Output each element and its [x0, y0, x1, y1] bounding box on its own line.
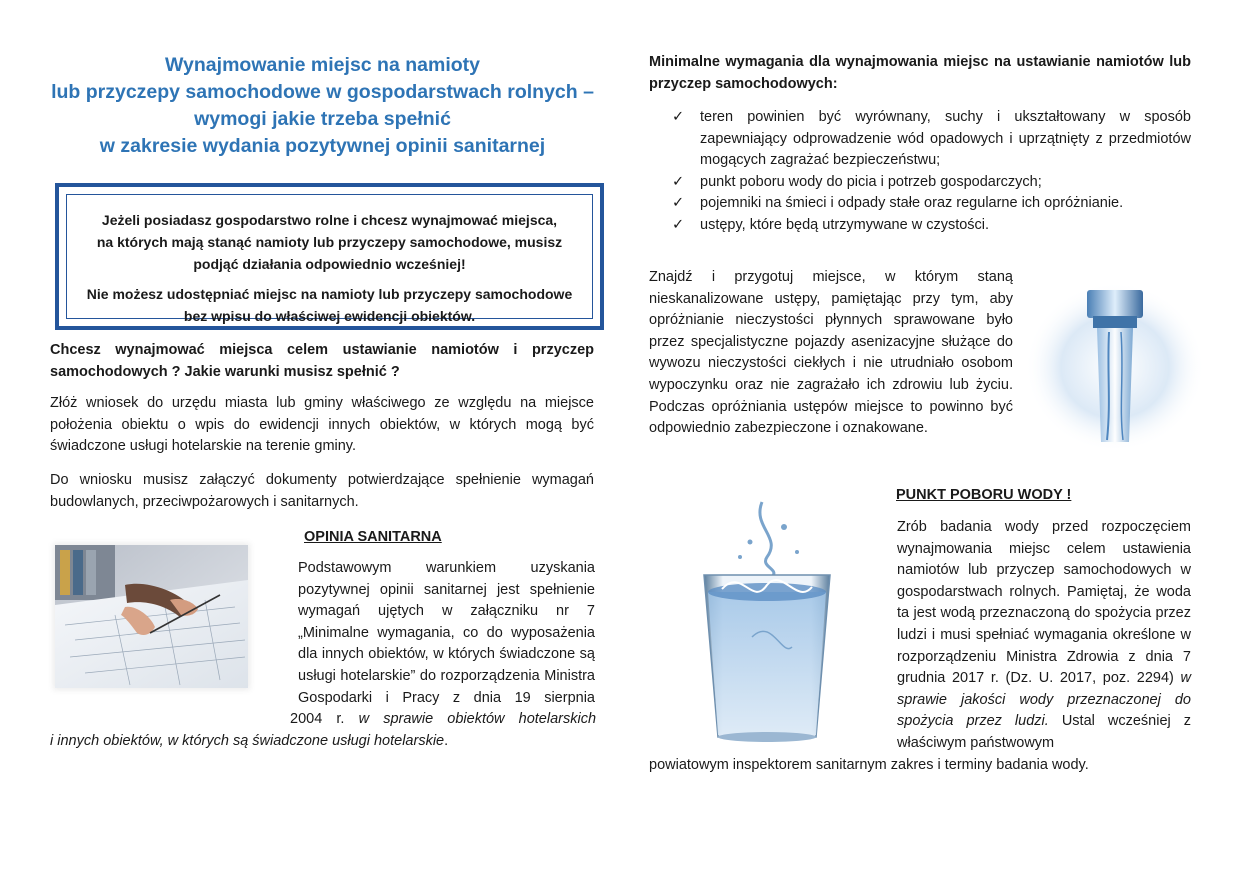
page-title [40, 52, 605, 160]
water-glass-photo [692, 497, 842, 747]
title-line: w zakresie wydania pozytywnej opinii sanitarnej [99, 135, 546, 157]
notice-box [55, 183, 604, 330]
regulation-period: . [444, 733, 449, 749]
regulation-date: 2004 r. [290, 711, 345, 727]
notice-line: Jeżeli posiadasz gospodarstwo rolne i chcesz wynajmować miejsca, [101, 212, 558, 228]
paragraph-documents: Do wniosku musisz załączyć dokumenty potwierdzające spełnienie wymagań budowlanych, przeciwpożarowych i sanitarnych. [50, 472, 594, 510]
question-heading: Chcesz wynajmować miejsca celem ustawianie namiotów i przyczep samochodowych ? Jakie warunki musisz spełnić ? [50, 342, 594, 380]
checkmark-icon: ✓ [672, 173, 685, 190]
water-test-text: Zrób badania wody przed rozpoczęciem wynajmowania miejsc celem ustawienia namiotów lub przyczep samochodowych w gospodarstwach rolnych. Pamiętaj, że woda ta jest wodą przeznaczoną do spożycia przez ludzi i musi spełniać wymagania określone w rozporządzeniu Ministra Zdrowia z dnia 7 grudnia 2017 r. (Dz. U. 2017, poz. 2294) [897, 519, 1191, 687]
punkt-poboru-wody-text [897, 517, 1191, 755]
list-item-text: ustępy, które będą utrzymywane w czystości. [700, 216, 990, 233]
water-test-text-end: Ustal wcześniej z właściwym państwowym [897, 713, 1192, 751]
list-item [672, 107, 1191, 172]
punkt-poboru-wody-heading: PUNKT POBORU WODY ! [896, 487, 1072, 503]
list-item [672, 172, 1191, 194]
architect-drawing-photo [55, 545, 248, 688]
notice-line: Nie możesz udostępniać miejsc na namioty lub przyczepy samochodowe [86, 286, 573, 302]
opinia-sanitarna-heading: OPINIA SANITARNA [304, 529, 442, 545]
checkmark-icon: ✓ [672, 195, 685, 212]
paragraph-application: Złóż wniosek do urzędu miasta lub gminy właściwego ze względu na miejsce położenia obiektu o wpis do ewidencji innych obiektów, w których mogą być świadczone usługi hotelarskie na terenie gminy. [50, 395, 594, 455]
notice-line: na których mają stanąć namioty lub przyczepy samochodowe, musisz [96, 234, 563, 250]
water-tap-photo [1025, 282, 1205, 452]
regulation-title-part: w sprawie obiektów hotelarskich [358, 711, 597, 727]
list-item [672, 193, 1191, 215]
notice-inner [66, 194, 593, 324]
list-item-text: punkt poboru wody do picia i potrzeb gospodarczych; [700, 173, 1042, 190]
checkmark-icon: ✓ [672, 109, 685, 125]
regulation-title-rest: i innych obiektów, w których są świadczone usługi hotelarskie [50, 733, 445, 749]
opinia-sanitarna-continuation [290, 709, 596, 731]
opinia-sanitarna-text: Podstawowym warunkiem uzyskania pozytywnej opinii sanitarnej jest spełnienie wymagań ujętych w załączniku nr 7 „Minimalne wymagania, co do wyposażenia dla innych obiektów, w których świadczone są usługi hotelarskie” do rozporządzenia Ministra Gospodarki i Pracy z dnia 19 sierpnia [298, 560, 595, 706]
opinia-sanitarna-end [50, 731, 610, 753]
min-requirements-heading: Minimalne wymagania dla wynajmowania miejsc na ustawianie namiotów lub przyczep samochodowych: [649, 54, 1191, 92]
list-item [672, 215, 1191, 237]
paragraph-toilets: Znajdź i przygotuj miejsce, w którym staną nieskanalizowane ustępy, pamiętając przy tym, aby opróżnianie nieczystości płynnych sprawowane było przez specjalistyczne pojazdy asenizacyjne służące do wywozu nieczystości ciekłych i nie utrudniało osobom wypoczynku oraz nie zagrażało ich zdrowiu lub życiu. Podczas opróżniania ustępów miejsce to powinno być odpowiednio zabezpieczone i oznakowane. [649, 269, 1013, 437]
notice-line: bez wpisu do właściwej ewidencji obiektów. [183, 308, 476, 324]
title-line: lub przyczepy samochodowe w gospodarstwach rolnych – [51, 81, 594, 103]
title-line: wymogi jakie trzeba spełnić [194, 108, 451, 130]
requirements-list [672, 107, 1191, 237]
punkt-poboru-wody-last-line: powiatowym inspektorem sanitarnym zakres i terminy badania wody. [649, 757, 1089, 773]
title-line: Wynajmowanie miejsc na namioty [165, 54, 480, 76]
list-item-text: pojemniki na śmieci i odpady stałe oraz regularne ich opróżnianie. [700, 195, 1124, 212]
water-regulation-title: w sprawie jakości wody przeznaczonej do spożycia przez ludzi. [897, 670, 1191, 730]
checkmark-icon: ✓ [672, 216, 685, 233]
list-item-text: teren powinien być wyrównany, suchy i ukształtowany w sposób zapewniający odprowadzenie wód opadowych i uprzątnięty z przedmiotów mogących zagrażać bezpieczeństwu; [700, 109, 1191, 169]
notice-line: podjąć działania odpowiednio wcześniej! [193, 256, 466, 272]
